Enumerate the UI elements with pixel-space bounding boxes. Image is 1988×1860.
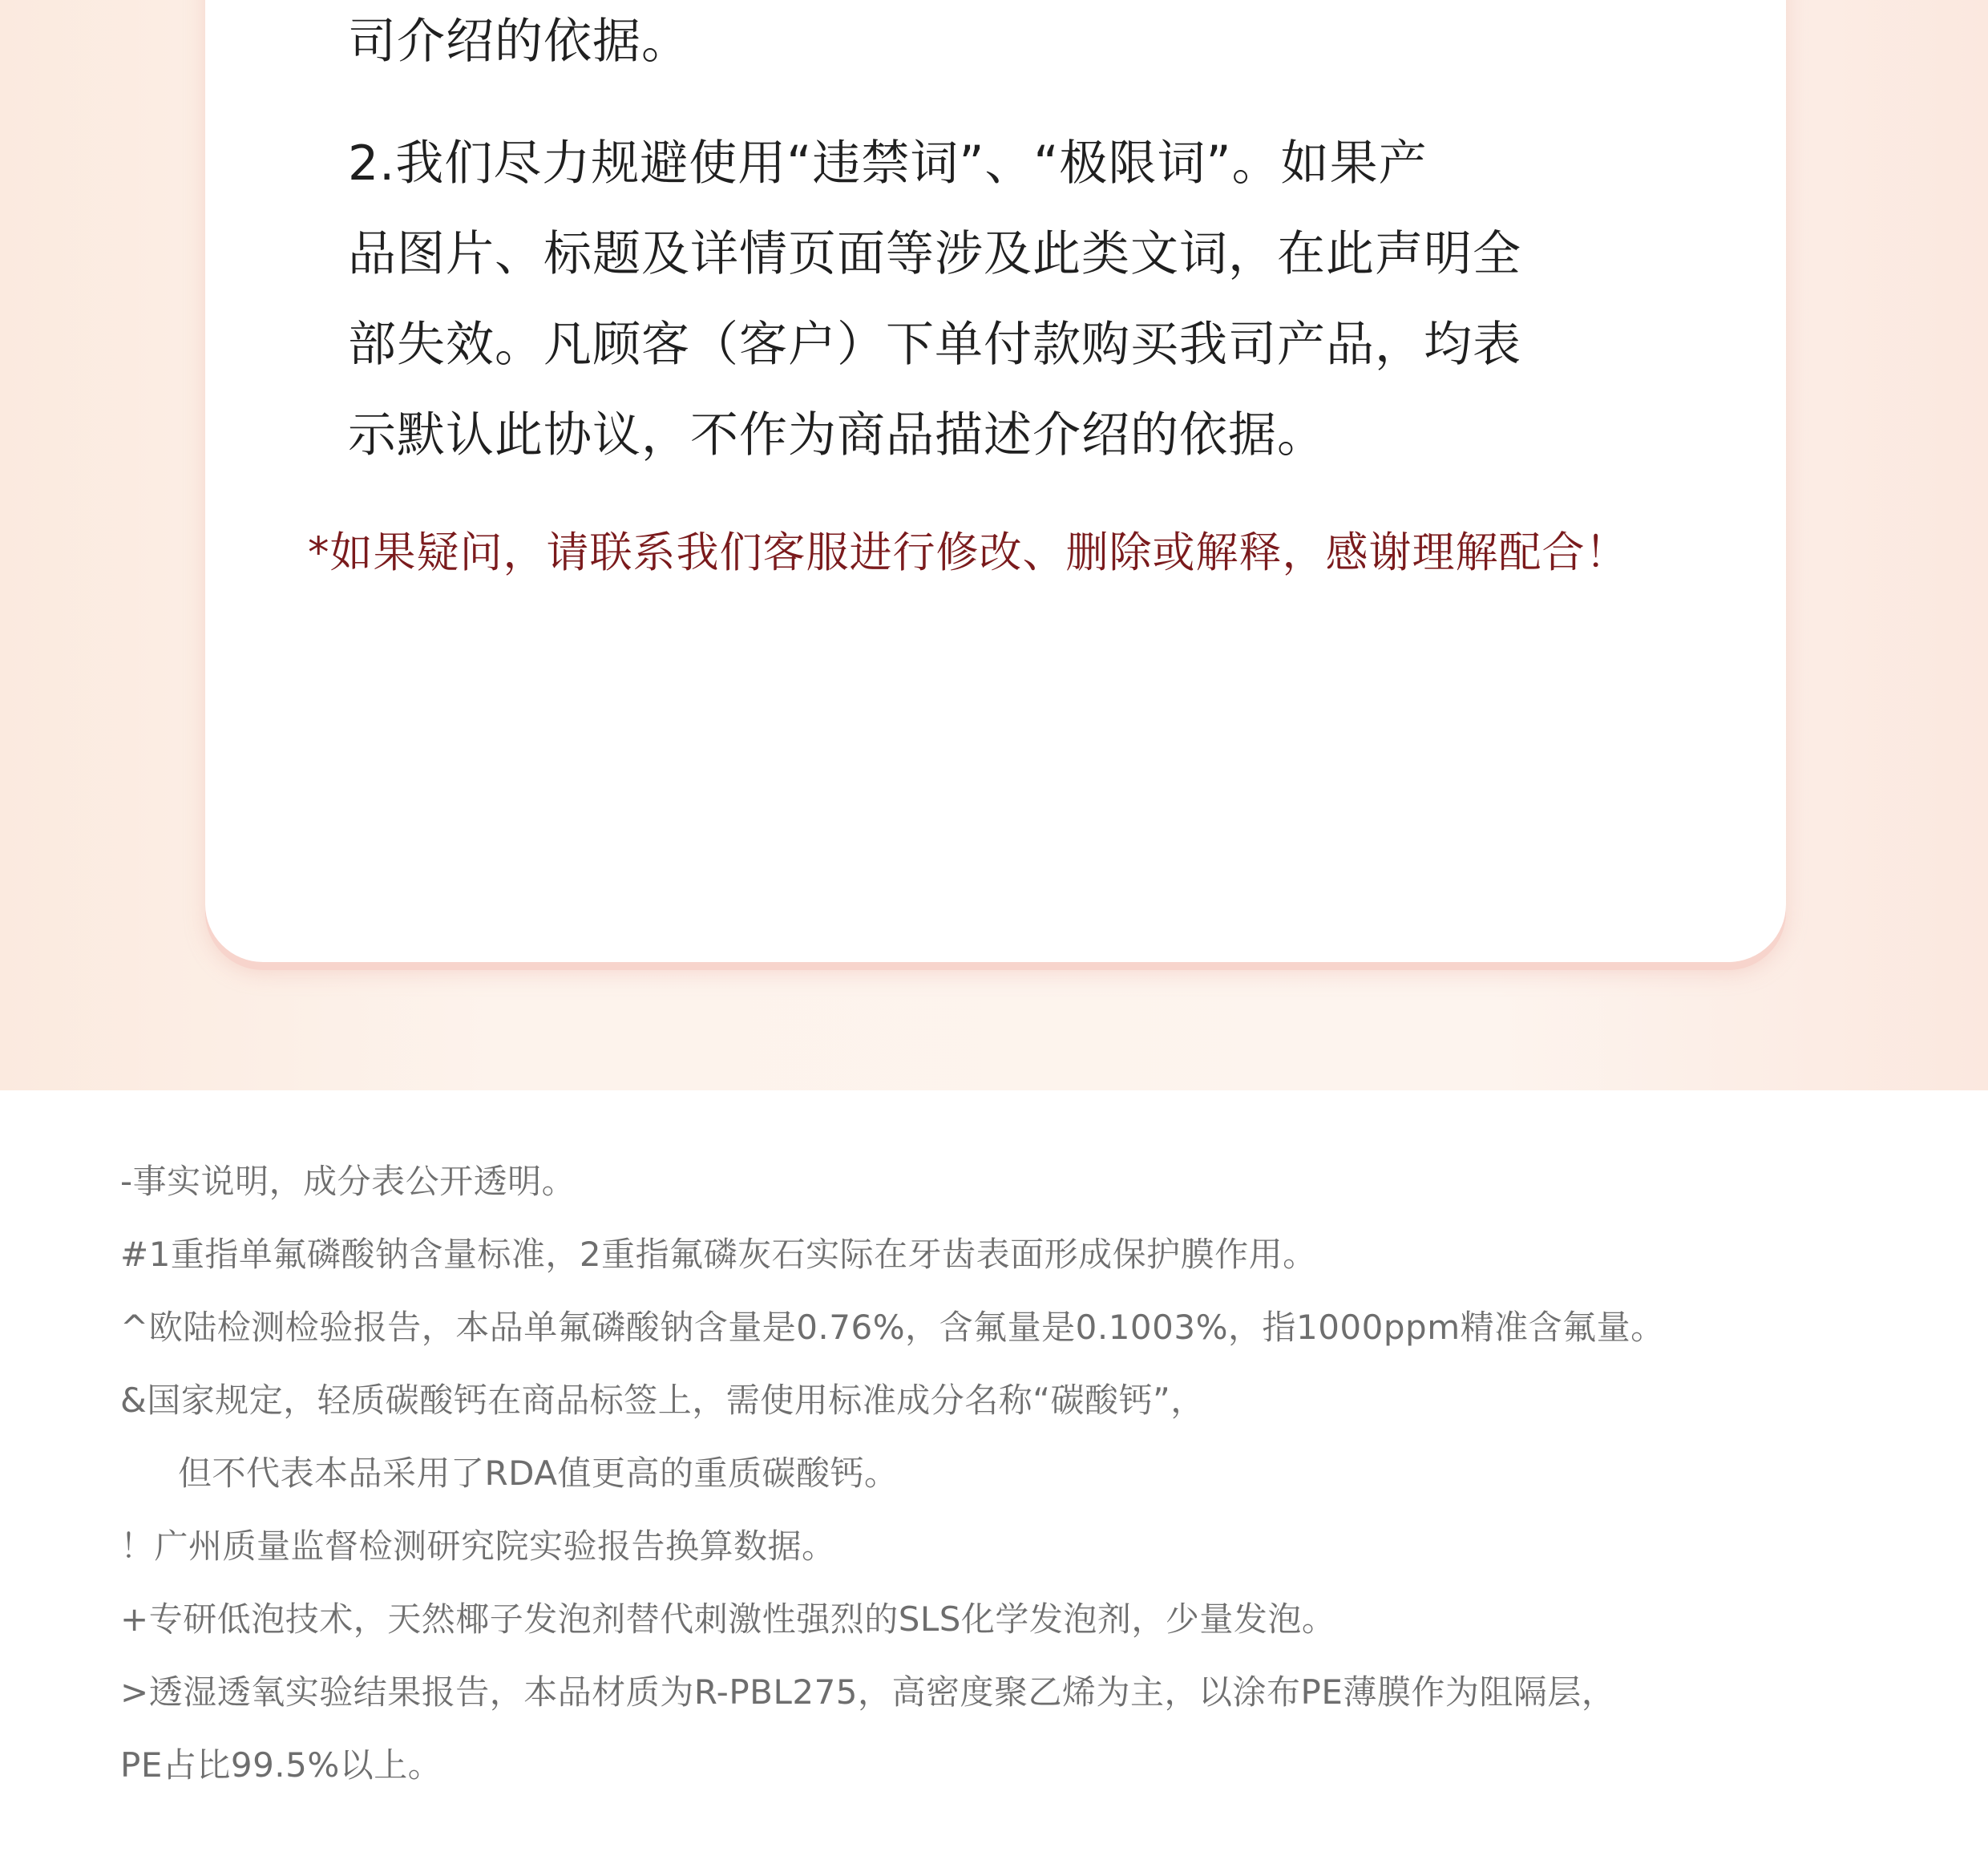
notice-paragraph-2-line: 2.我们尽力规避使用“违禁词”、“极限词”。如果产 [348, 135, 1428, 192]
notice-paragraph-2 [348, 119, 1663, 481]
notice-paragraph-2-line: 示默认此协议，不作为商品描述介绍的依据。 [348, 407, 1326, 463]
footnote-item: +专研低泡技术，天然椰子发泡剂替代刺激性强烈的SLS化学发泡剂，少量发泡。 [120, 1599, 1336, 1639]
footnote-item: ！广州质量监督检测研究院实验报告换算数据。 [120, 1526, 836, 1566]
footnote-item: 但不代表本品采用了RDA值更高的重质碳酸钙。 [178, 1454, 899, 1493]
footnote-item: ^欧陆检测检验报告，本品单氟磷酸钠含量是0.76%，含氟量是0.1003%，指1000ppm精准含氟量。 [120, 1308, 1665, 1347]
footnote-item: &国家规定，轻质碳酸钙在商品标签上，需使用标准成分名称“碳酸钙”， [120, 1381, 1205, 1420]
footnote-item: #1重指单氟磷酸钠含量标准，2重指氟磷灰石实际在牙齿表面形成保护膜作用。 [120, 1235, 1317, 1274]
notice-paragraph-2-line: 部失效。凡顾客（客户）下单付款购买我司产品，均表 [348, 317, 1521, 373]
notice-card [205, 0, 1786, 962]
notice-paragraph-2-line: 品图片、标题及详情页面等涉及此类文词，在此声明全 [348, 226, 1521, 282]
footnote-item: PE占比99.5%以上。 [120, 1745, 442, 1785]
notice-paragraph-1-line: 司介绍的依据。 [348, 14, 690, 70]
footnote-item: -事实说明，成分表公开透明。 [120, 1162, 576, 1201]
footnotes-list [120, 1145, 1884, 1801]
footnote-item: >透湿透氧实验结果报告，本品材质为R-PBL275，高密度聚乙烯为主，以涂布PE薄膜作为阻隔层， [120, 1672, 1616, 1712]
notice-paragraph-1 [348, 0, 1663, 87]
contact-note: *如果疑问，请联系我们客服进行修改、删除或解释，感谢理解配合！ [308, 528, 1629, 577]
